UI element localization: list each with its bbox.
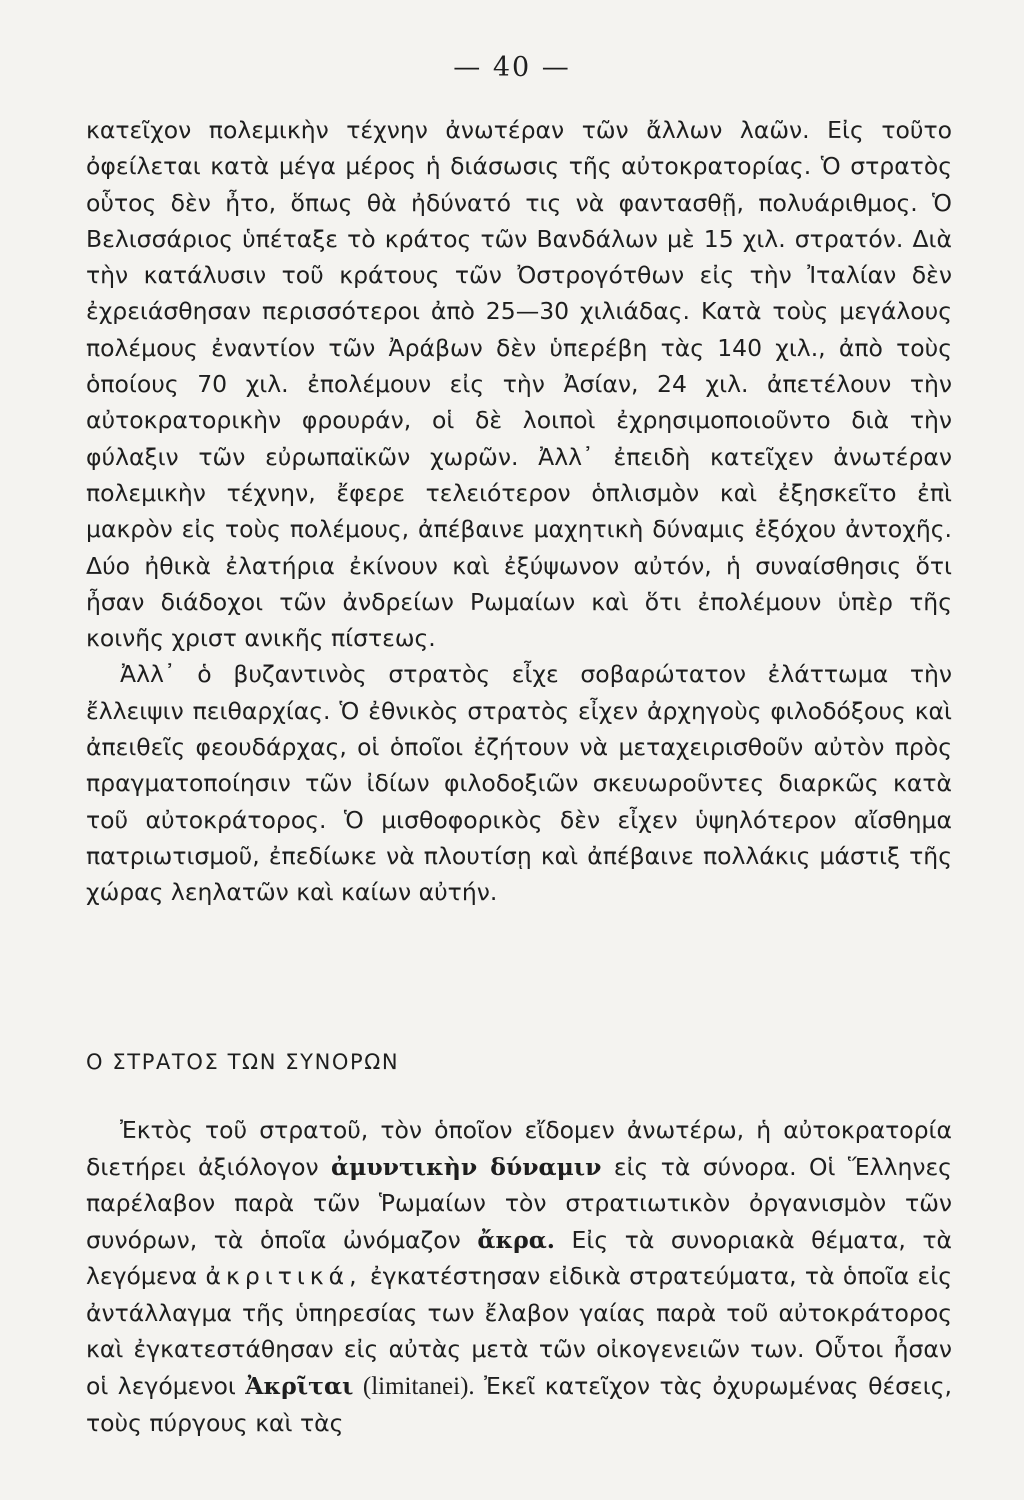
term-akra: ἄκρα.	[477, 1225, 555, 1254]
text-run: ἐγκατέστησαν εἰδικὰ στρατεύματα, τὰ ὁποῖα εἰς ἀντάλλαγμα τῆς ὑπηρεσίας των ἔλαβον γαίας παρὰ τοῦ αὐτοκράτορος καὶ ἐγκατεστάθησαν εἰς αὐτὰς μετὰ τῶν οἰκογενειῶν των. Οὗτοι ἦσαν οἱ λεγόμενοι	[86, 1262, 952, 1400]
text-run: Ἐκτὸς τοῦ στρατοῦ, τὸν ὁποῖον εἴδομεν ἀνωτέρω, ἡ αὐτοκρατορία διετήρει ἀξιόλογον	[86, 1116, 952, 1181]
term-limitanei: (limitanei).	[362, 1372, 475, 1400]
section-heading: Ο ΣΤΡΑΤΟΣ ΤΩΝ ΣΥΝΟΡΩΝ	[86, 1050, 400, 1074]
term-akritika: ἀκριτικά,	[205, 1262, 362, 1290]
paragraph-discipline: Ἀλλ᾽ ὁ βυζαντινὸς στρατὸς εἶχε σοβαρώτατον ἐλάττωμα τὴν ἔλλειψιν πειθαρχίας. Ὁ ἐθνικὸς στρατὸς εἶχεν ἀρχηγοὺς φιλοδόξους καὶ ἀπειθεῖς φεουδάρχας, οἱ ὁποῖοι ἐζήτουν νὰ μεταχειρισθοῦν αὐτὸν πρὸς πραγματοποίησιν τῶν ἰδίων φιλοδοξιῶν σκευωροῦντες διαρκῶς κατὰ τοῦ αὐτοκράτορος. Ὁ μισθοφορικὸς δὲν εἶχεν ὑψηλότερον αἴσθημα πατριωτισμοῦ, ἐπεδίωκε νὰ πλουτίσῃ καὶ ἀπέβαινε πολλάκις μάστιξ τῆς χώρας λεηλατῶν καὶ καίων αὐτήν.	[86, 660, 952, 907]
term-akritai: Ἀκρῖται	[245, 1371, 354, 1400]
body-text-top	[86, 112, 952, 911]
text-run: Εἰς τὰ συνοριακὰ θέματα, τὰ λεγόμενα	[86, 1225, 953, 1290]
body-text-bottom	[86, 1112, 952, 1442]
text-run: Ἐκεῖ κατεῖχον τὰς ὀχυρωμένας θέσεις, τοὺς πύργους καὶ τὰς	[86, 1371, 952, 1437]
term-defense-force: ἀμυντικὴν δύναμιν	[331, 1152, 602, 1181]
page-number: — 40 —	[453, 52, 571, 83]
paragraph-border-army	[86, 1112, 952, 1442]
text-run: εἰς τὰ σύνορα. Οἱ Ἕλληνες παρέλαβον παρὰ τῶν Ῥωμαίων τὸν στρατιωτικὸν ὀργανισμὸν τῶν συνόρων, τὰ ὁποῖα ὠνόμαζον	[86, 1152, 952, 1254]
paragraph-army-strength: κατεῖχον πολεμικὴν τέχνην ἀνωτέραν τῶν ἄλλων λαῶν. Εἰς τοῦτο ὀφείλεται κατὰ μέγα μέρος ἡ διάσωσις τῆς αὐτοκρατορίας. Ὁ στρατὸς οὗτος δὲν ἦτο, ὅπως θὰ ἠδύνατό τις νὰ φαντασθῇ, πολυάριθμος. Ὁ Βελισσάριος ὑπέταξε τὸ κράτος τῶν Βανδάλων μὲ 15 χιλ. στρατόν. Διὰ τὴν κατάλυσιν τοῦ κράτους τῶν Ὀστρογότθων εἰς τὴν Ἰταλίαν δὲν ἐχρειάσθησαν περισσότεροι ἀπὸ 25—30 χιλιάδας. Κατὰ τοὺς μεγάλους πολέμους ἐναντίον τῶν Ἀράβων δὲν ὑπερέβη τὰς 140 χιλ., ἀπὸ τοὺς ὁποίους 70 χιλ. ἐπολέμουν εἰς τὴν Ἀσίαν, 24 χιλ. ἀπετέλουν τὴν αὐτοκρατορικὴν φρουράν, οἱ δὲ λοιποὶ ἐχρησιμοποιοῦντο διὰ τὴν φύλαξιν τῶν εὐρωπαϊκῶν χωρῶν. Ἀλλ᾽ ἐπειδὴ κατεῖχεν ἀνωτέραν πολεμικὴν τέχνην, ἔφερε τελειότερον ὁπλισμὸν καὶ ἐξησκεῖτο ἐπὶ μακρὸν εἰς τοὺς πολέμους, ἀπέβαινε μαχητικὴ δύναμις ἐξόχου ἀντοχῆς. Δύο ἠθικὰ ἐλατήρια ἐκίνουν καὶ ἐξύψωνον αὐτόν, ἡ συναίσθησις ὅτι ἦσαν διάδοχοι τῶν ἀνδρείων Ρωμαίων καὶ ὅτι ἐπολέμουν ὑπὲρ τῆς κοινῆς χριστ ανικῆς πίστεως.	[86, 116, 952, 653]
